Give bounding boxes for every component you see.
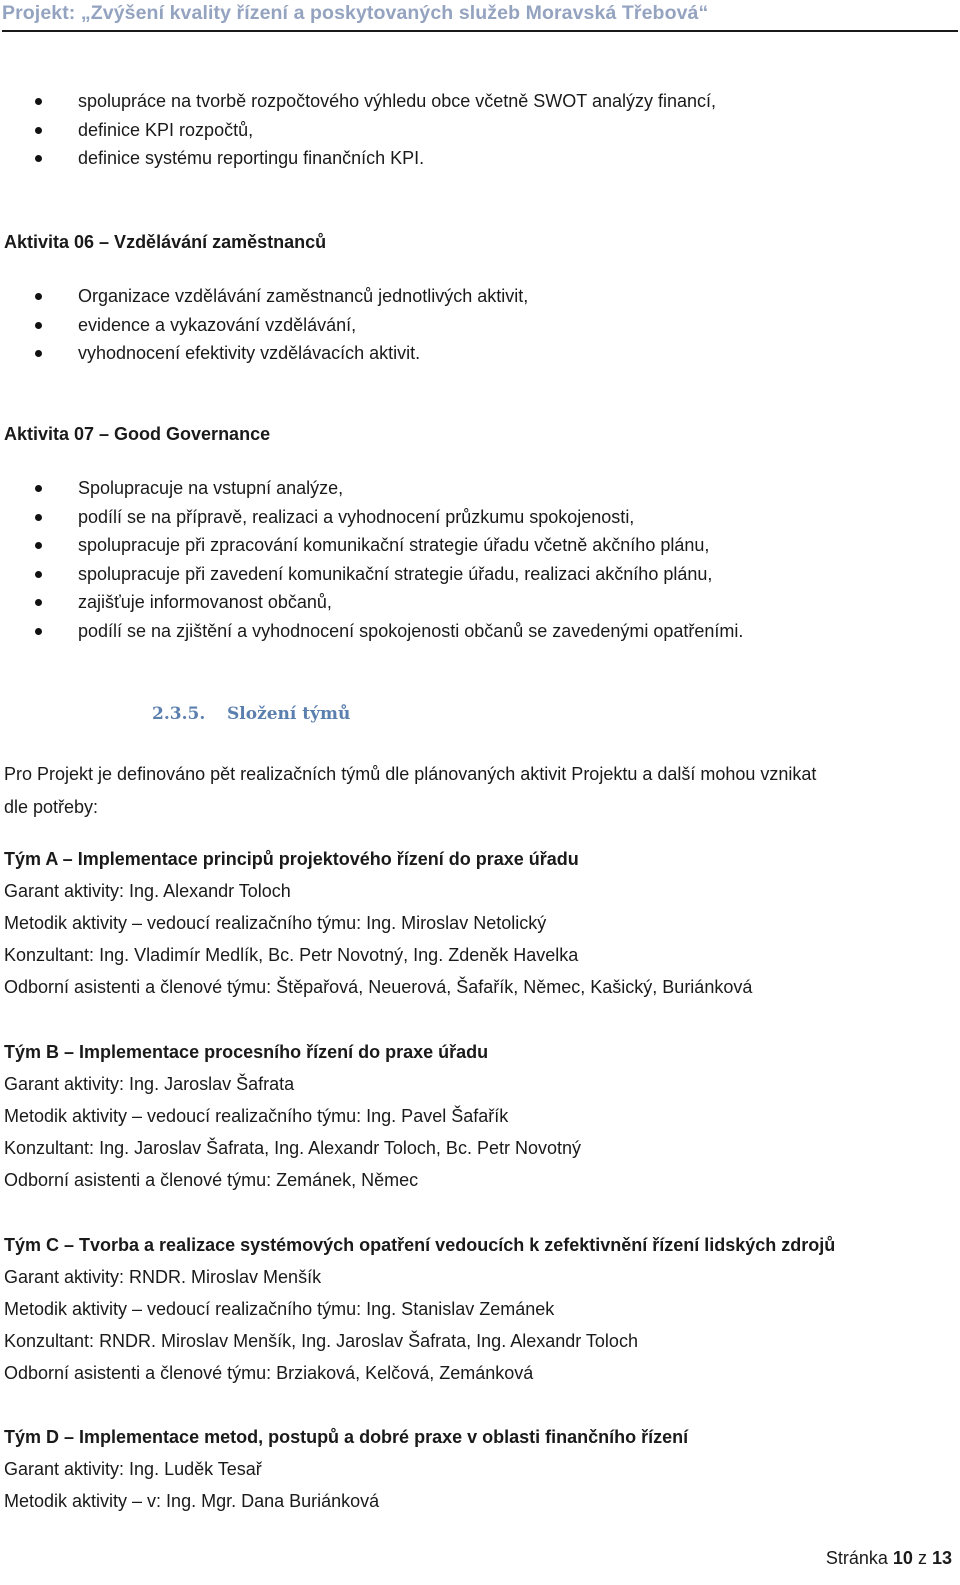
team-line: Garant aktivity: Ing. Alexandr Toloch — [4, 881, 291, 901]
team-c — [4, 1229, 835, 1389]
footer-total-pages: 13 — [931, 1548, 952, 1568]
team-line: Konzultant: Ing. Jaroslav Šafrata, Ing. Alexandr Toloch, Bc. Petr Novotný — [4, 1138, 581, 1158]
team-line: Odborní asistenti a členové týmu: Zemánek, Němec — [4, 1170, 419, 1190]
section-number: 2.3.5. — [152, 704, 206, 724]
bullet-icon — [35, 571, 42, 578]
team-line: Metodik aktivity – v: Ing. Mgr. Dana Buriánková — [4, 1491, 380, 1511]
bullet-icon — [35, 628, 42, 635]
team-title: Tým A – Implementace principů projektového řízení do praxe úřadu — [4, 849, 579, 869]
team-line: Konzultant: Ing. Vladimír Medlík, Bc. Petr Novotný, Ing. Zdeněk Havelka — [4, 945, 579, 965]
activity07-heading: Aktivita 07 – Good Governance — [4, 424, 271, 444]
bullet-icon — [35, 293, 42, 300]
team-line: Garant aktivity: Ing. Luděk Tesař — [4, 1459, 262, 1479]
bullet-icon — [35, 155, 42, 162]
team-line: Odborní asistenti a členové týmu: Štěpařová, Neuerová, Šafařík, Němec, Kašický, Buriánková — [4, 977, 753, 997]
intro-line-2: dle potřeby: — [4, 797, 99, 817]
footer-label: Stránka — [825, 1548, 888, 1568]
team-title: Tým C – Tvorba a realizace systémových opatření vedoucích k zefektivnění řízení lidských zdrojů — [4, 1235, 836, 1255]
page-footer — [826, 1548, 952, 1569]
bullet-icon — [35, 127, 42, 134]
team-title: Tým B – Implementace procesního řízení do praxe úřadu — [4, 1042, 489, 1062]
section-heading — [152, 704, 350, 724]
bullet-icon — [35, 542, 42, 549]
intro-line-1: Pro Projekt je definováno pět realizačních týmů dle plánovaných aktivit Projektu a další mohou vznikat — [4, 764, 817, 784]
header-title: Projekt: „Zvýšení kvality řízení a poskytovaných služeb Moravská Třebová“ — [2, 2, 709, 24]
team-line: Garant aktivity: Ing. Jaroslav Šafrata — [4, 1074, 295, 1094]
team-d — [4, 1421, 688, 1517]
bullet-icon — [35, 322, 42, 329]
team-a — [4, 843, 752, 1003]
team-line: Metodik aktivity – vedoucí realizačního týmu: Ing. Miroslav Netolický — [4, 913, 547, 933]
team-line: Garant aktivity: RNDR. Miroslav Menšík — [4, 1267, 322, 1287]
footer-of: z — [917, 1548, 927, 1568]
team-b — [4, 1036, 581, 1196]
footer-page-number: 10 — [892, 1548, 913, 1568]
team-line: Konzultant: RNDR. Miroslav Menšík, Ing. Jaroslav Šafrata, Ing. Alexandr Toloch — [4, 1331, 638, 1351]
section-title: Složení týmů — [227, 704, 351, 724]
team-title: Tým D – Implementace metod, postupů a dobré praxe v oblasti finančního řízení — [4, 1427, 689, 1447]
bullet-icon — [35, 599, 42, 606]
team-line: Odborní asistenti a členové týmu: Brziaková, Kelčová, Zemánková — [4, 1363, 534, 1383]
activity06-heading: Aktivita 06 – Vzdělávání zaměstnanců — [4, 232, 327, 252]
bullet-icon — [35, 514, 42, 521]
team-line: Metodik aktivity – vedoucí realizačního týmu: Ing. Stanislav Zemánek — [4, 1299, 555, 1319]
team-line: Metodik aktivity – vedoucí realizačního týmu: Ing. Pavel Šafařík — [4, 1106, 509, 1126]
bullet-icon — [35, 98, 42, 105]
bullet-icon — [35, 485, 42, 492]
bullet-icon — [35, 350, 42, 357]
page-header — [2, 0, 958, 32]
